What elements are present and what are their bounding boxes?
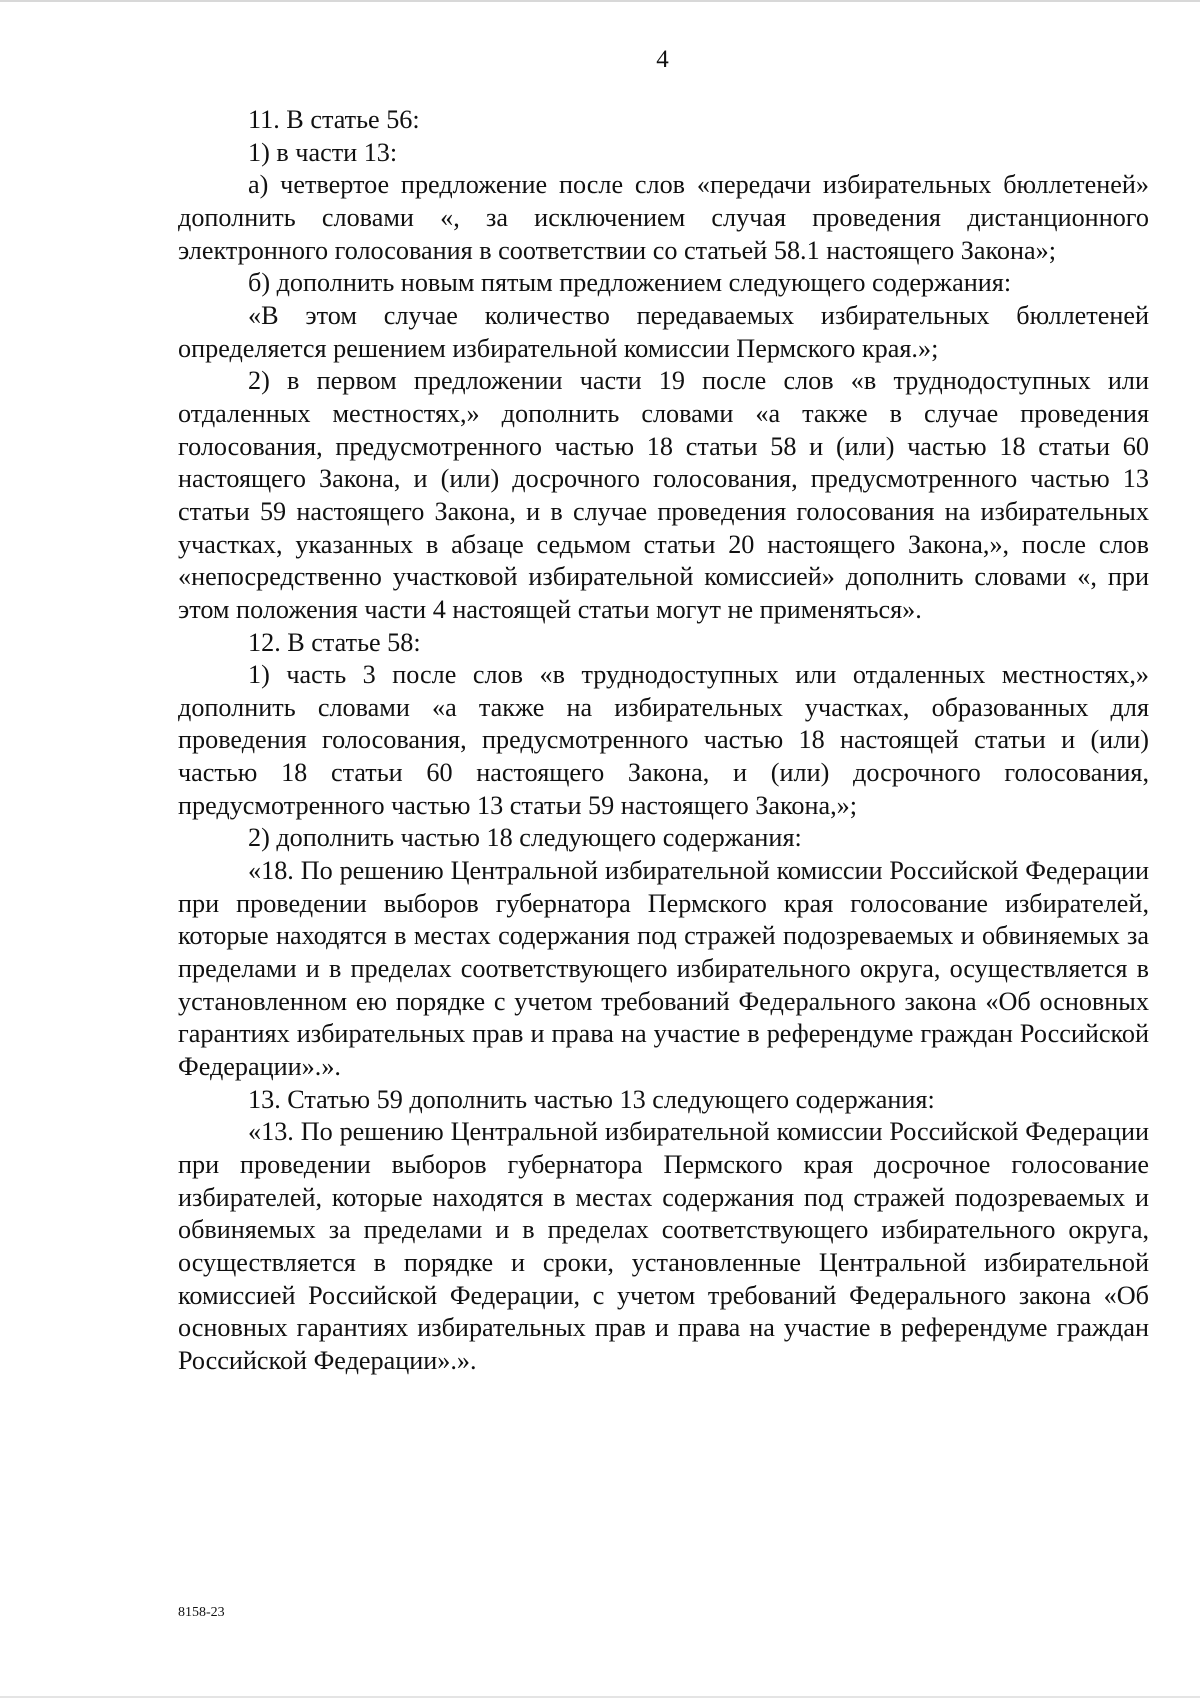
document-body <box>178 104 1149 1378</box>
scan-edge-top <box>0 0 1200 2</box>
paragraph-quote-part-13: «13. По решению Центральной избирательной комиссии Российской Федерации при проведении выборов губернатора Пермского края досрочное голосование избирателей, которые находятся в местах содержания под стражей подозреваемых и обвиняемых за пределами и в пределах соответствующего избирательного округа, осуществляется в порядке и сроки, установленные Центральной избирательной комиссией Российской Федерации, с учетом требований Федерального закона «Об основных гарантиях избирательных прав и права на участие в референдуме граждан Российской Федерации».». <box>178 1117 1149 1375</box>
paragraph-part-3: 1) часть 3 после слов «в труднодоступных или отдаленных местностях,» дополнить словами «а также на избирательных участках, образованных для проведения голосования, предусмотренного частью 18 настоящей статьи и (или) частью 18 статьи 60 настоящего Закона, и (или) досрочного голосования, предусмотренного частью 13 статьи 59 настоящего Закона,»; <box>178 660 1149 820</box>
paragraph-article-58-heading: 12. В статье 58: <box>248 627 421 657</box>
paragraph-add-part-18: 2) дополнить частью 18 следующего содержания: <box>248 823 802 853</box>
paragraph-part-13-heading: 1) в части 13: <box>248 137 398 167</box>
paragraph-quote-ballots: «В этом случае количество передаваемых избирательных бюллетеней определяется решением избирательной комиссии Пермского края.»; <box>178 300 1149 363</box>
paragraph-article-56-heading: 11. В статье 56: <box>248 105 420 134</box>
paragraph-part-19: 2) в первом предложении части 19 после слов «в труднодоступных или отдаленных местностях,» дополнить словами «а также в случае проведения голосования, предусмотренного частью 18 статьи 58 и (или) частью 18 статьи 60 настоящего Закона, и (или) досрочного голосования, предусмотренного частью 13 статьи 59 настоящего Закона, и в случае проведения голосования на избирательных участках, указанных в абзаце седьмом статьи 20 настоящего Закона,», после слов «непосредственно участковой избирательной комиссией» дополнить словами «, при этом положения части 4 настоящей статьи могут не применяться». <box>178 366 1149 624</box>
paragraph-item-b: б) дополнить новым пятым предложением следующего содержания: <box>248 268 1012 298</box>
paragraph-item-a: а) четвертое предложение после слов «передачи избирательных бюллетеней» дополнить словами «, за исключением случая проведения дистанционного электронного голосования в соответствии со статьей 58.1 настоящего Закона»; <box>178 170 1149 265</box>
document-code: 8158-23 <box>178 1605 225 1620</box>
paragraph-quote-part-18: «18. По решению Центральной избирательной комиссии Российской Федерации при проведении выборов губернатора Пермского края голосование избирателей, которые находятся в местах содержания под стражей подозреваемых и обвиняемых за пределами и в пределах соответствующего избирательного округа, осуществляется в установленном ею порядке с учетом требований Федерального закона «Об основных гарантиях избирательных прав и права на участие в референдуме граждан Российской Федерации».». <box>178 856 1149 1082</box>
paragraph-article-59-heading: 13. Статью 59 дополнить частью 13 следующего содержания: <box>248 1084 935 1114</box>
page-number: 4 <box>656 46 669 73</box>
